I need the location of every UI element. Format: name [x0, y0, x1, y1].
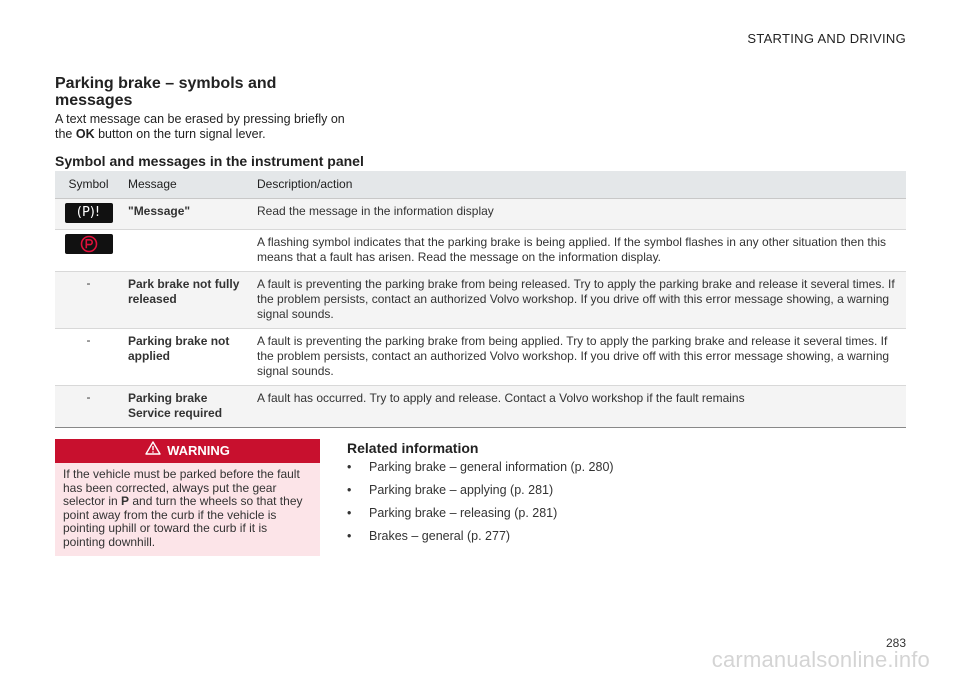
message-cell: "Message": [122, 199, 251, 230]
page-title: Parking brake – symbols and messages: [55, 75, 277, 109]
parking-brake-red-icon: [65, 234, 113, 254]
related-link-text: Parking brake – releasing (p. 281): [369, 506, 558, 520]
table-title: Symbol and messages in the instrument panel: [55, 153, 364, 169]
related-link[interactable]: [347, 483, 677, 498]
ok-button-label: OK: [75, 127, 95, 141]
column-header-message: Message: [122, 171, 251, 199]
related-information: [347, 440, 677, 552]
warning-box: [55, 439, 320, 556]
symbol-message-table: [55, 171, 906, 428]
symbol-cell: -: [55, 329, 122, 386]
symbol-cell: -: [55, 272, 122, 329]
parking-brake-message-icon: (P)!: [65, 203, 113, 223]
section-header: STARTING AND DRIVING: [747, 31, 906, 46]
bullet-icon: •: [347, 460, 352, 474]
gear-p-label: P: [121, 494, 130, 508]
message-cell: [122, 230, 251, 272]
related-link-text: Parking brake – general information (p. 280): [369, 460, 614, 474]
table-row: [55, 199, 906, 230]
warning-text: [55, 463, 320, 549]
bullet-icon: •: [347, 483, 352, 497]
watermark: carmanualsonline.info: [711, 647, 930, 672]
symbol-cell: [55, 230, 122, 272]
description-cell: A flashing symbol indicates that the parking brake is being applied. If the symbol flashes in any other situation then this means that a fault has arisen. Read the message on the information display.: [251, 230, 906, 272]
description-cell: A fault is preventing the parking brake from being released. Try to apply the parking brake and release it several times. If the problem persists, contact an authorized Volvo workshop. If you drive off with this error message showing, a warning signal sounds.: [251, 272, 906, 329]
warning-header: [55, 439, 320, 463]
related-link-text: Brakes – general (p. 277): [369, 529, 511, 543]
table-header-row: [55, 171, 906, 199]
intro-paragraph: [55, 112, 345, 142]
description-cell: A fault is preventing the parking brake from being applied. Try to apply the parking brake and release it several times. If the problem persists, contact an authorized Volvo workshop. If you drive off with this error message showing, a warning signal sounds.: [251, 329, 906, 386]
warning-triangle-icon: [145, 439, 161, 463]
warning-text-part: and turn the wheels so that they point away from the curb if the vehicle is pointing uphill or toward the curb if it is pointing downhill.: [63, 494, 303, 549]
table-row: [55, 386, 906, 428]
message-cell: Parking brake Service required: [122, 386, 251, 428]
symbol-cell: -: [55, 386, 122, 428]
description-cell: A fault has occurred. Try to apply and release. Contact a Volvo workshop if the fault remains: [251, 386, 906, 428]
related-link[interactable]: [347, 460, 677, 475]
table-row: [55, 230, 906, 272]
intro-text-after: button on the turn signal lever.: [94, 127, 266, 141]
warning-text-part: If the vehicle must be parked before the fault has been corrected, always put the gear selector in: [63, 467, 300, 508]
description-cell: Read the message in the information display: [251, 199, 906, 230]
message-cell: Park brake not fully released: [122, 272, 251, 329]
warning-label: WARNING: [167, 443, 230, 458]
related-link[interactable]: [347, 506, 677, 521]
related-link-text: Parking brake – applying (p. 281): [369, 483, 554, 497]
bullet-icon: •: [347, 506, 352, 520]
column-header-description: Description/action: [251, 171, 906, 199]
related-list: [347, 460, 677, 544]
intro-text-before: A text message can be erased by pressing briefly on the: [55, 112, 345, 141]
table-row: [55, 329, 906, 386]
bullet-icon: •: [347, 529, 352, 543]
symbol-cell: [55, 199, 122, 230]
related-title: Related information: [347, 440, 479, 456]
table-row: [55, 272, 906, 329]
related-link[interactable]: [347, 529, 677, 544]
page-number: 283: [885, 636, 906, 650]
message-cell: Parking brake not applied: [122, 329, 251, 386]
column-header-symbol: Symbol: [55, 171, 122, 199]
